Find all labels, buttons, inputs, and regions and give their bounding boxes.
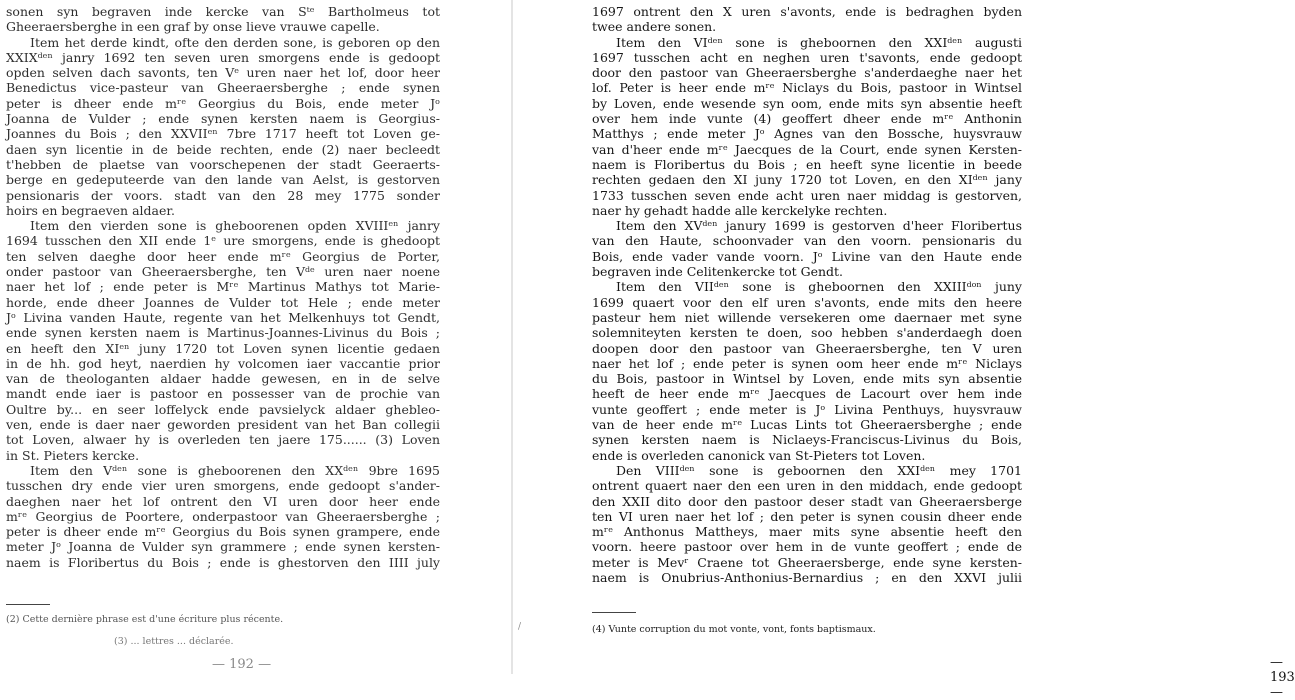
text-line: sonen syn begraven inde kercke van Sᵗᵉ Bartholmeus tot [6,4,440,19]
text-line: meter Jᵒ Joanna de Vulder syn grammere ; ende synen kersten- [6,539,440,555]
footnote-rule [592,612,636,613]
text-line: Item den VIIᵈᵉⁿ sone is gheboornen den XXIIIᵈᵒⁿ juny [616,279,1022,295]
text-line: pensionaris der voors. stadt van den 28 mey 1775 sonder [6,187,440,203]
text-line: 1697 tusschen acht en neghen uren t'savonts, ende gedoopt [592,49,1022,65]
text-line: en heeft den XIᵉⁿ juny 1720 tot Loven synen licentie gedaen [6,340,440,356]
text-line: twee andere sonen. [592,19,717,35]
text-line: mʳᵉ Georgius de Poortere, onderpastoor van Gheeraersberghe ; [6,508,440,524]
text-line: ende synen kersten naem is Martinus-Joannes-Livinus du Bois ; [6,325,440,341]
text-line: begraven inde Celitenkercke tot Gendt. [592,264,844,280]
left-page-text [6,4,440,570]
text-line: ten VI uren naer het lof ; den peter is synen cousin dheer ende [592,508,1022,524]
text-line: voorn. heere pastoor over hem in de vunte geoffert ; ende de [592,539,1022,555]
text-line: mʳᵉ Anthonus Mattheys, maer mits syne absentie heeft den [592,524,1022,540]
text-line: den XXII dito door den pastoor deser stadt van Gheeraersberge [592,493,1022,509]
text-line: du Bois, pastoor in Wintsel by Loven, ende mits syn absentie [592,371,1022,387]
text-line: opden selven dach savonts, ten Vᵉ uren naer het lof, door heer [6,65,440,81]
text-line: 1694 tusschen den XII ende 1ᵉ ure smorgens, ende is ghedoopt [6,233,440,249]
right-page [512,0,1295,700]
text-line: 1697 ontrent den X uren s'avonts, ende is bedraghen byden [592,4,1022,19]
text-line: naer hy gehadt hadde alle kerckelyke rechten. [592,202,888,218]
text-line: heeft de heer ende mʳᵉ Jaecques de Lacourt over hem inde [592,386,1022,402]
text-line: in St. Pieters kercke. [6,447,140,463]
text-line: Item den Vᵈᵉⁿ sone is gheboorenen den XXᵈᵉⁿ 9bre 1695 [30,462,440,478]
text-line: lof. Peter is heer ende mʳᵉ Niclays du Bois, pastoor in Wintsel [592,80,1022,96]
text-line: synen kersten naem is Niclaeys-Franciscus-Livinus du Bois, [592,432,1022,448]
text-line: van d'heer ende mʳᵉ Jaecques de la Court, ende synen Kersten- [592,141,1022,157]
text-line: daeghen naer het lof ontrent den VI uren door heer ende [6,493,440,509]
text-line: Item den vierden sone is gheboorenen opden XVIIIᵉⁿ janry [30,218,440,234]
text-line: doopen door den pastoor van Gheeraersberghe, ten V uren [592,340,1022,356]
text-line: ten selven daeghe door heer ende mʳᵉ Georgius de Porter, [6,248,440,264]
text-line: Benedictus vice-pasteur van Gheeraersberghe ; ende synen [6,80,440,96]
text-line: Oultre by... en seer loffelyck ende pavsielyck aldaer ghebleo- [6,401,440,417]
text-line: mandt ende iaer is pastoor en possesser van de prochie van [6,386,440,402]
left-page [0,0,512,674]
text-line: pasteur hem niet willende versekeren ome daernaer met syne [592,309,1022,325]
text-line: by Loven, ende wesende syn oom, ende mits syn absentie heeft [592,95,1022,111]
text-line: naem is Floribertus du Bois ; en heeft syne licentie in beede [592,156,1022,172]
page-number-right: — 193 — [1270,655,1295,700]
text-line: van den Haute, schoonvader van den voorn. pensionaris du [592,233,1022,249]
text-line: van de heer ende mʳᵉ Lucas Lints tot Gheeraersberghe ; ende [592,417,1022,433]
text-line: Joannes du Bois ; den XXVIIᵉⁿ 7bre 1717 heeft tot Loven ge- [6,126,440,142]
text-line: rechten gedaen den XI juny 1720 tot Loven, en den XIᵈᵉⁿ jany [592,172,1022,188]
text-line: door den pastoor van Gheeraersberghe s'anderdaeghe naer het [592,65,1022,81]
text-line: Joanna de Vulder ; ende synen kersten naem is Georgius- [6,111,440,127]
text-line: naer het lof ; ende peter is synen oom heer ende mʳᵉ Niclays [592,355,1022,371]
text-line: berge en gedeputeerde van den lande van Aelst, is gestorven [6,172,440,188]
text-line: daen syn licentie in de beide rechten, ende (2) naer becleedt [6,141,440,157]
text-line: Gheeraersberghe in een graf by onse lieve vrauwe capelle. [6,19,380,35]
text-line: peter is dheer ende mʳᵉ Georgius du Bois synen grampere, ende [6,524,440,540]
text-line: hoirs en begraeven aldaer. [6,202,175,218]
text-line: van de theologanten aldaer hadde gewesen, en in de selve [6,371,440,387]
page-number-left: — 192 — [212,657,272,672]
text-line: Item den VIᵈᵉⁿ sone is gheboornen den XXIᵈᵉⁿ augusti [616,34,1022,50]
text-line: naem is Onubrius-Anthonius-Bernardius ; en den XXVI julii [592,569,1022,585]
gutter-mark: / [518,622,522,632]
text-line: ontrent quaert naer den een uren in den middach, ende gedoopt [592,478,1022,494]
text-line: tusschen dry ende vier uren smorgens, ende gedoopt s'ander- [6,478,440,494]
text-line: naem is Floribertus du Bois ; ende is ghestorven den IIII july [6,554,440,570]
text-line: peter is dheer ende mʳᵉ Georgius du Bois, ende meter Jᵒ [6,95,440,111]
text-line: onder pastoor van Gheeraersberghe, ten Vᵈᵉ uren naer noene [6,264,440,280]
text-line: solemniteyten kersten te doen, soo hebben s'anderdaegh doen [592,325,1022,341]
footnote-2: (2) Cette dernière phrase est d'une écriture plus récente. [6,614,284,625]
footnote-4: (4) Vunte corruption du mot vonte, vont, fonts baptismaux. [592,624,876,635]
footnote-rule [6,604,50,605]
text-line: tot Loven, alwaer hy is overleden ten jaere 175...... (3) Loven [6,432,440,448]
text-line: Jᵒ Livina vanden Haute, regente van het Melkenhuys tot Gendt, [6,309,440,325]
text-line: XXIXᵈᵉⁿ janry 1692 ten seven uren smorgens ende is gedoopt [6,49,440,65]
text-line: Item den XVᵈᵉⁿ janury 1699 is gestorven d'heer Floribertus [616,218,1022,234]
text-line: t'hebben de plaetse van voorschepenen der stadt Geeraerts- [6,156,440,172]
text-line: in de hh. god heyt, naerdien hy volcomen iaer vaccantie prior [6,355,440,371]
text-line: 1699 quaert voor den elf uren s'avonts, ende mits den heere [592,294,1022,310]
text-line: over hem inde vunte (4) geoffert dheer ende mʳᵉ Anthonin [592,111,1022,127]
text-line: meter is Mevʳ Craene tot Gheeraersberge, ende syne kersten- [592,554,1022,570]
text-line: ven, ende is daer naer geworden president van het Ban collegii [6,417,440,433]
text-line: vunte geoffert ; ende meter is Jᵒ Livina Penthuys, huysvrauw [592,401,1022,417]
text-line: Matthys ; ende meter Jᵒ Agnes van den Bossche, huysvrauw [592,126,1022,142]
footnote-3: (3) ... lettres ... déclarée. [114,636,234,647]
text-line: ende is overleden canonick van St-Pieters tot Loven. [592,447,926,463]
text-line: Den VIIIᵈᵉⁿ sone is geboornen den XXIᵈᵉⁿ mey 1701 [616,462,1022,478]
text-line: naer het lof ; ende peter is Mʳᵉ Martinus Mathys tot Marie- [6,279,440,295]
text-line: Item het derde kindt, ofte den derden sone, is geboren op den [30,34,440,50]
text-line: Bois, ende vader vande voorn. Jᵒ Livine van den Haute ende [592,248,1022,264]
right-page-text [592,4,1022,585]
text-line: horde, ende dheer Joannes de Vulder tot Hele ; ende meter [6,294,440,310]
text-line: 1733 tusschen seven ende acht uren naer middag is gestorven, [592,187,1022,203]
